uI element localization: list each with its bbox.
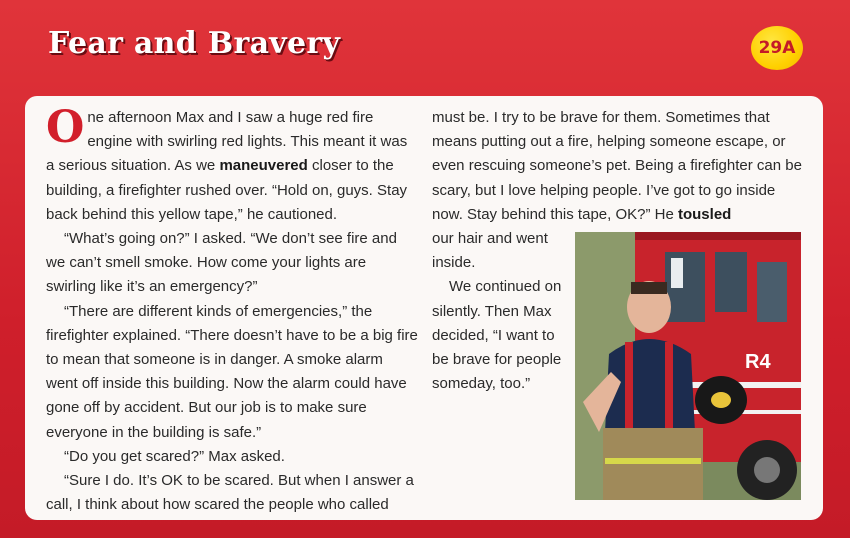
story-paragraph-6: We continued on silently. Then Max decided, “I want to be brave for people someday, too.” [432, 278, 562, 393]
page-title: Fear and Bravery [48, 26, 341, 61]
paragraph-text: ne afternoon Max and I saw a huge red fire engine with swirling red lights. This meant it was a serious situation. As we [46, 109, 408, 175]
story-column-left [46, 102, 418, 517]
vocab-word: maneuvered [219, 157, 308, 175]
vocab-word: tousled [677, 205, 732, 223]
story-paragraph-2: “What’s going on?” I asked. “We don’t see fire and we can’t smell smoke. How come your lights are swirling like it’s an emergency?” [46, 230, 397, 296]
story-paragraph-5: “Sure I do. It’s OK to be scared. But when I answer a call, I think about how scared the people who called [46, 472, 414, 514]
truck-label: R4 [745, 351, 771, 373]
firefighter-photo [575, 232, 801, 500]
story-paragraph-5-continued [432, 106, 802, 227]
story-paragraph-5-end: our hair and went inside. [432, 230, 548, 272]
story-paragraph-4: “Do you get scared?” Max asked. [64, 447, 285, 465]
drop-cap: O [46, 102, 85, 153]
story-paragraph-3: “There are different kinds of emergencies,” the firefighter explained. “There doesn’t have to be a big fire to mean that someone is in danger. A smoke alarm went off inside this building. Now the alarm could have gone off by accident. But our job is to make sure everyone in the building is safe.” [46, 302, 418, 441]
firefighter-illustration [575, 232, 801, 500]
story-paragraph-1 [46, 102, 418, 227]
paragraph-text: must be. I try to be brave for them. Sometimes that means putting out a fire, helping someone escape, or even rescuing someone’s pet. Being a firefighter can be scary, but I love helping people. I’ve got to go inside now. Stay behind this tape, OK?” He [432, 109, 802, 223]
page-number-badge: 29A [751, 26, 803, 70]
paragraph-text: closer to the building, a firefighter rushed over. “Hold on, guys. Stay back behind this yellow tape,” he cautioned. [46, 157, 408, 223]
